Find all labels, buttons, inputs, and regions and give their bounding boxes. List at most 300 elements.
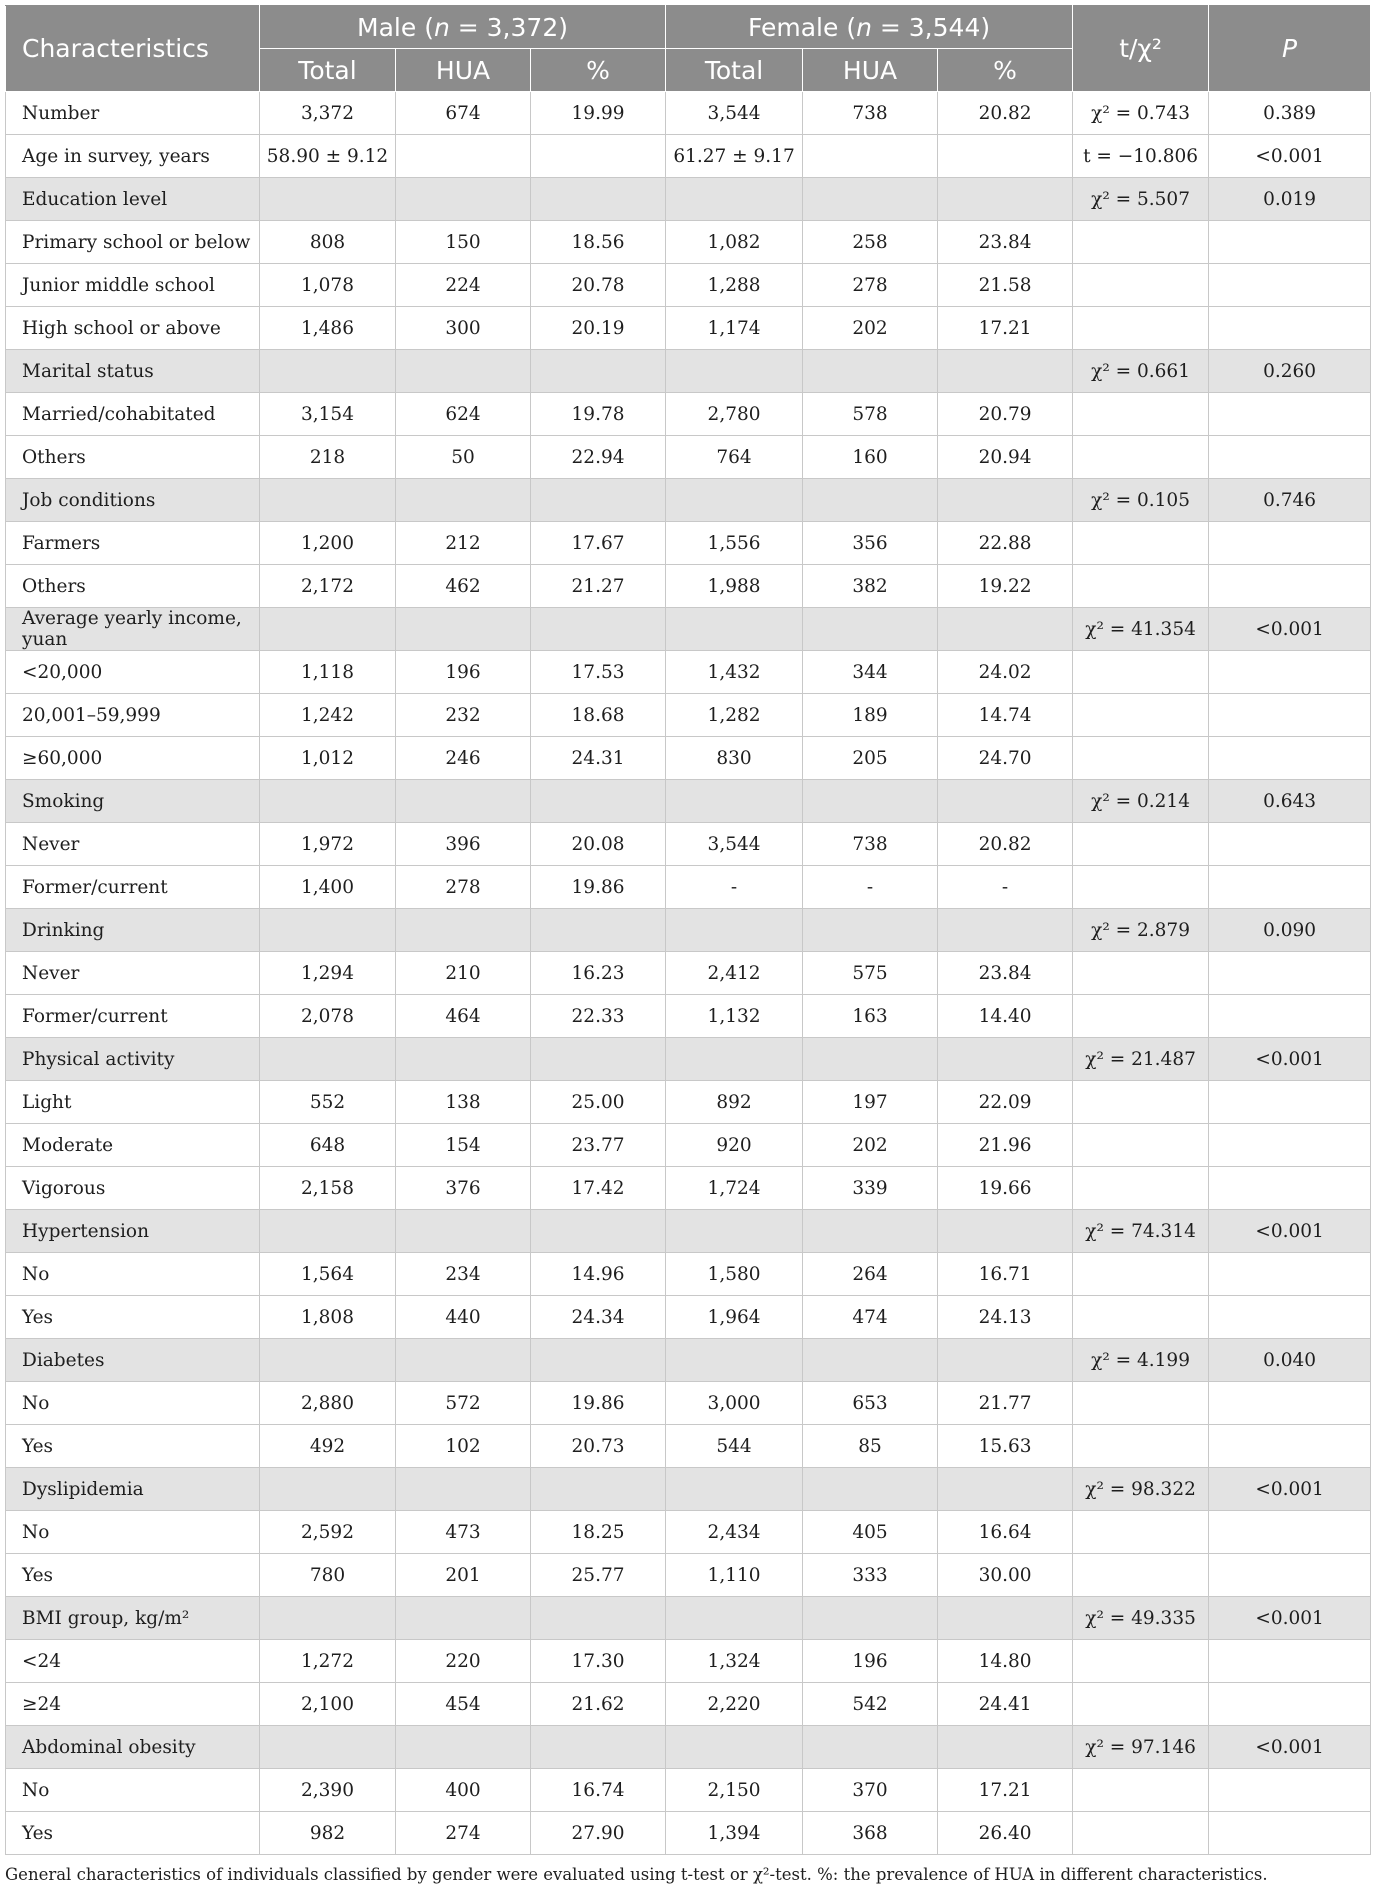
table-row [6, 393, 1371, 436]
cell-male-total: 808 [260, 221, 396, 264]
table-row [6, 1812, 1371, 1855]
cell-male-total: 3,372 [260, 92, 396, 135]
cell-statistic: χ² = 97.146 [1073, 1726, 1209, 1769]
cell-female-hua: 197 [803, 1081, 938, 1124]
cell-male-pct: 17.42 [531, 1167, 666, 1210]
cell-p-value: 0.019 [1209, 178, 1371, 221]
table-row [6, 1296, 1371, 1339]
cell-female-pct: 16.64 [938, 1511, 1073, 1554]
cell-p-value [1209, 1081, 1371, 1124]
category-row [6, 1038, 1371, 1081]
cell-female-pct: - [938, 866, 1073, 909]
cell-male-hua: 300 [396, 307, 531, 350]
cell-female-total: 3,544 [666, 823, 803, 866]
cell-p-value: <0.001 [1209, 1038, 1371, 1081]
cell-female-hua [803, 178, 938, 221]
cell-p-value [1209, 221, 1371, 264]
row-label: Married/cohabitated [6, 393, 260, 436]
cell-p-value [1209, 1511, 1371, 1554]
cell-p-value: 0.643 [1209, 780, 1371, 823]
characteristics-table [5, 5, 1371, 1855]
cell-p-value: <0.001 [1209, 1468, 1371, 1511]
cell-female-total: 3,544 [666, 92, 803, 135]
cell-female-hua [803, 1468, 938, 1511]
cell-female-pct [938, 178, 1073, 221]
cell-male-pct: 22.33 [531, 995, 666, 1038]
cell-male-total: 648 [260, 1124, 396, 1167]
cell-statistic: t = −10.806 [1073, 135, 1209, 178]
row-label: Vigorous [6, 1167, 260, 1210]
cell-p-value: 0.040 [1209, 1339, 1371, 1382]
cell-male-hua: 196 [396, 651, 531, 694]
row-label: Number [6, 92, 260, 135]
row-label: Yes [6, 1425, 260, 1468]
cell-female-hua: 196 [803, 1640, 938, 1683]
cell-p-value: <0.001 [1209, 608, 1371, 651]
cell-male-pct: 19.78 [531, 393, 666, 436]
row-label: No [6, 1382, 260, 1425]
row-label: Never [6, 952, 260, 995]
cell-female-hua: 578 [803, 393, 938, 436]
cell-female-pct: 21.58 [938, 264, 1073, 307]
cell-male-hua: 400 [396, 1769, 531, 1812]
cell-statistic [1073, 1554, 1209, 1597]
cell-female-pct: 15.63 [938, 1425, 1073, 1468]
cell-female-hua: 738 [803, 823, 938, 866]
cell-female-hua: 189 [803, 694, 938, 737]
cell-male-pct: 20.08 [531, 823, 666, 866]
cell-male-pct: 23.77 [531, 1124, 666, 1167]
cell-p-value [1209, 866, 1371, 909]
cell-statistic [1073, 1124, 1209, 1167]
cell-male-total: 1,012 [260, 737, 396, 780]
cell-male-hua: 50 [396, 436, 531, 479]
table-row [6, 1683, 1371, 1726]
cell-female-hua: 382 [803, 565, 938, 608]
table-row [6, 436, 1371, 479]
cell-male-pct [531, 1210, 666, 1253]
cell-statistic [1073, 565, 1209, 608]
cell-p-value [1209, 1124, 1371, 1167]
cell-male-hua [396, 350, 531, 393]
cell-female-pct: 17.21 [938, 1769, 1073, 1812]
cell-male-total: 1,272 [260, 1640, 396, 1683]
cell-statistic [1073, 1769, 1209, 1812]
row-label: BMI group, kg/m² [6, 1597, 260, 1640]
cell-statistic [1073, 436, 1209, 479]
cell-male-hua [396, 135, 531, 178]
cell-male-pct: 24.31 [531, 737, 666, 780]
cell-female-pct: 24.13 [938, 1296, 1073, 1339]
cell-p-value: <0.001 [1209, 1597, 1371, 1640]
cell-statistic: χ² = 0.661 [1073, 350, 1209, 393]
cell-female-total: 2,220 [666, 1683, 803, 1726]
row-label: Yes [6, 1812, 260, 1855]
header-row-groups [6, 6, 1371, 49]
cell-female-total: 1,556 [666, 522, 803, 565]
table-row [6, 1382, 1371, 1425]
header-female-total: Total [666, 49, 803, 92]
cell-male-total: 2,172 [260, 565, 396, 608]
cell-male-pct: 25.77 [531, 1554, 666, 1597]
table-row [6, 995, 1371, 1038]
cell-male-pct [531, 479, 666, 522]
cell-male-pct [531, 780, 666, 823]
cell-male-pct [531, 909, 666, 952]
category-row [6, 780, 1371, 823]
cell-male-pct: 21.27 [531, 565, 666, 608]
cell-male-pct [531, 1597, 666, 1640]
cell-female-pct: 24.02 [938, 651, 1073, 694]
cell-female-hua [803, 1339, 938, 1382]
cell-male-pct: 16.74 [531, 1769, 666, 1812]
cell-male-pct: 21.62 [531, 1683, 666, 1726]
row-label: Abdominal obesity [6, 1726, 260, 1769]
cell-male-total [260, 350, 396, 393]
cell-male-hua [396, 1038, 531, 1081]
cell-female-total: 544 [666, 1425, 803, 1468]
cell-p-value [1209, 1683, 1371, 1726]
cell-female-total: 830 [666, 737, 803, 780]
cell-statistic [1073, 1511, 1209, 1554]
row-label: ≥60,000 [6, 737, 260, 780]
cell-p-value [1209, 565, 1371, 608]
header-male: Male (n = 3,372) [260, 6, 666, 49]
cell-female-hua: 202 [803, 1124, 938, 1167]
cell-statistic [1073, 1296, 1209, 1339]
row-label: Former/current [6, 866, 260, 909]
category-row [6, 1468, 1371, 1511]
cell-statistic: χ² = 0.214 [1073, 780, 1209, 823]
cell-female-pct: 17.21 [938, 307, 1073, 350]
cell-p-value: 0.746 [1209, 479, 1371, 522]
cell-male-hua: 674 [396, 92, 531, 135]
cell-male-total: 1,118 [260, 651, 396, 694]
cell-female-total: 1,724 [666, 1167, 803, 1210]
cell-p-value [1209, 952, 1371, 995]
cell-statistic: χ² = 74.314 [1073, 1210, 1209, 1253]
cell-male-hua [396, 1339, 531, 1382]
cell-statistic: χ² = 4.199 [1073, 1339, 1209, 1382]
cell-female-pct: 22.09 [938, 1081, 1073, 1124]
cell-male-pct: 20.19 [531, 307, 666, 350]
cell-male-total [260, 1597, 396, 1640]
cell-female-hua [803, 479, 938, 522]
cell-female-pct [938, 1038, 1073, 1081]
category-row [6, 1210, 1371, 1253]
row-label: High school or above [6, 307, 260, 350]
cell-female-total: 1,432 [666, 651, 803, 694]
cell-male-total: 1,400 [260, 866, 396, 909]
cell-female-hua [803, 1210, 938, 1253]
cell-male-total: 218 [260, 436, 396, 479]
row-label: Never [6, 823, 260, 866]
cell-female-pct: 23.84 [938, 221, 1073, 264]
row-label: Hypertension [6, 1210, 260, 1253]
row-label: ≥24 [6, 1683, 260, 1726]
cell-male-hua: 210 [396, 952, 531, 995]
cell-p-value [1209, 823, 1371, 866]
cell-male-pct: 20.73 [531, 1425, 666, 1468]
cell-p-value [1209, 694, 1371, 737]
cell-female-total [666, 178, 803, 221]
cell-statistic [1073, 522, 1209, 565]
cell-statistic: χ² = 98.322 [1073, 1468, 1209, 1511]
cell-female-pct: 23.84 [938, 952, 1073, 995]
cell-p-value [1209, 1382, 1371, 1425]
category-row [6, 178, 1371, 221]
cell-female-pct: 20.79 [938, 393, 1073, 436]
cell-female-hua: 258 [803, 221, 938, 264]
cell-male-total [260, 1468, 396, 1511]
row-label: Average yearly income, yuan [6, 608, 260, 651]
cell-p-value: <0.001 [1209, 1210, 1371, 1253]
table-row [6, 694, 1371, 737]
table-body [6, 92, 1371, 1855]
cell-male-total: 58.90 ± 9.12 [260, 135, 396, 178]
cell-male-total: 1,294 [260, 952, 396, 995]
row-label: Junior middle school [6, 264, 260, 307]
cell-male-hua: 234 [396, 1253, 531, 1296]
row-label: Job conditions [6, 479, 260, 522]
cell-male-hua [396, 1468, 531, 1511]
cell-female-hua [803, 1597, 938, 1640]
row-label: Farmers [6, 522, 260, 565]
cell-male-hua: 624 [396, 393, 531, 436]
cell-male-pct: 16.23 [531, 952, 666, 995]
cell-female-total [666, 1210, 803, 1253]
cell-male-pct [531, 178, 666, 221]
cell-male-total: 1,200 [260, 522, 396, 565]
cell-female-total [666, 479, 803, 522]
cell-male-pct [531, 1726, 666, 1769]
cell-female-total: 892 [666, 1081, 803, 1124]
cell-female-pct: 14.74 [938, 694, 1073, 737]
cell-female-hua [803, 909, 938, 952]
cell-male-total [260, 1038, 396, 1081]
cell-female-total [666, 1597, 803, 1640]
cell-male-total [260, 608, 396, 651]
cell-male-total: 2,100 [260, 1683, 396, 1726]
cell-male-total: 1,972 [260, 823, 396, 866]
table-row [6, 823, 1371, 866]
cell-p-value [1209, 1167, 1371, 1210]
table-row [6, 1081, 1371, 1124]
cell-female-hua: 202 [803, 307, 938, 350]
cell-male-pct: 14.96 [531, 1253, 666, 1296]
cell-male-pct: 18.56 [531, 221, 666, 264]
cell-female-pct: 21.96 [938, 1124, 1073, 1167]
cell-male-total: 2,880 [260, 1382, 396, 1425]
cell-statistic [1073, 866, 1209, 909]
cell-p-value: 0.389 [1209, 92, 1371, 135]
cell-male-hua: 138 [396, 1081, 531, 1124]
cell-male-hua [396, 178, 531, 221]
cell-male-pct: 17.53 [531, 651, 666, 694]
cell-female-hua: 542 [803, 1683, 938, 1726]
cell-female-hua: 575 [803, 952, 938, 995]
cell-male-hua: 232 [396, 694, 531, 737]
cell-female-total: 61.27 ± 9.17 [666, 135, 803, 178]
cell-statistic [1073, 1382, 1209, 1425]
cell-male-pct [531, 1468, 666, 1511]
row-label: No [6, 1511, 260, 1554]
cell-female-total: 1,174 [666, 307, 803, 350]
cell-female-pct: 20.82 [938, 823, 1073, 866]
cell-statistic: χ² = 0.743 [1073, 92, 1209, 135]
cell-p-value [1209, 436, 1371, 479]
table-row [6, 737, 1371, 780]
cell-female-hua: 405 [803, 1511, 938, 1554]
cell-female-hua: 344 [803, 651, 938, 694]
cell-male-total: 780 [260, 1554, 396, 1597]
header-male-hua: HUA [396, 49, 531, 92]
cell-female-hua: 474 [803, 1296, 938, 1339]
cell-p-value: 0.260 [1209, 350, 1371, 393]
cell-female-total: 1,580 [666, 1253, 803, 1296]
cell-female-pct: 22.88 [938, 522, 1073, 565]
cell-statistic [1073, 1167, 1209, 1210]
category-row [6, 1597, 1371, 1640]
cell-female-total: 1,282 [666, 694, 803, 737]
cell-male-total: 552 [260, 1081, 396, 1124]
cell-female-pct [938, 909, 1073, 952]
cell-female-hua [803, 350, 938, 393]
cell-female-hua: 339 [803, 1167, 938, 1210]
cell-p-value [1209, 307, 1371, 350]
cell-statistic [1073, 952, 1209, 995]
cell-female-hua: 356 [803, 522, 938, 565]
row-label: Moderate [6, 1124, 260, 1167]
cell-female-total: 1,082 [666, 221, 803, 264]
cell-female-hua: 163 [803, 995, 938, 1038]
cell-female-total: - [666, 866, 803, 909]
cell-female-pct [938, 1597, 1073, 1640]
cell-male-total [260, 1339, 396, 1382]
header-characteristics: Characteristics [6, 6, 260, 92]
row-label: Yes [6, 1554, 260, 1597]
cell-male-hua: 454 [396, 1683, 531, 1726]
cell-statistic [1073, 823, 1209, 866]
row-label: Others [6, 565, 260, 608]
cell-male-hua: 201 [396, 1554, 531, 1597]
cell-female-total: 2,412 [666, 952, 803, 995]
cell-male-pct: 27.90 [531, 1812, 666, 1855]
cell-statistic [1073, 1683, 1209, 1726]
cell-male-hua: 154 [396, 1124, 531, 1167]
row-label: Light [6, 1081, 260, 1124]
cell-statistic: χ² = 21.487 [1073, 1038, 1209, 1081]
cell-female-hua: 370 [803, 1769, 938, 1812]
cell-female-pct: 14.80 [938, 1640, 1073, 1683]
cell-male-hua [396, 780, 531, 823]
cell-female-hua [803, 608, 938, 651]
table-row [6, 952, 1371, 995]
cell-male-hua [396, 1597, 531, 1640]
table-row [6, 651, 1371, 694]
cell-p-value: <0.001 [1209, 1726, 1371, 1769]
cell-female-hua: 368 [803, 1812, 938, 1855]
cell-female-pct [938, 1726, 1073, 1769]
cell-statistic [1073, 1253, 1209, 1296]
cell-female-pct: 30.00 [938, 1554, 1073, 1597]
cell-male-total: 2,078 [260, 995, 396, 1038]
header-male-pct: % [531, 49, 666, 92]
cell-statistic [1073, 651, 1209, 694]
cell-male-total [260, 178, 396, 221]
row-label: Others [6, 436, 260, 479]
table-row [6, 1554, 1371, 1597]
cell-male-hua: 376 [396, 1167, 531, 1210]
row-label: Education level [6, 178, 260, 221]
cell-statistic [1073, 393, 1209, 436]
cell-p-value [1209, 995, 1371, 1038]
cell-female-pct [938, 1210, 1073, 1253]
category-row [6, 479, 1371, 522]
row-label: <20,000 [6, 651, 260, 694]
cell-female-hua: 278 [803, 264, 938, 307]
cell-female-total [666, 909, 803, 952]
cell-female-pct [938, 1468, 1073, 1511]
table-row [6, 1769, 1371, 1812]
cell-female-hua: 85 [803, 1425, 938, 1468]
cell-male-total: 2,592 [260, 1511, 396, 1554]
header-female-pct: % [938, 49, 1073, 92]
cell-female-hua: 333 [803, 1554, 938, 1597]
cell-female-pct: 16.71 [938, 1253, 1073, 1296]
table-footnote: General characteristics of individuals classified by gender were evaluated using t-test or χ²-test. %: the prevalence of HUA in different characteristics. [5, 1865, 1268, 1884]
cell-female-total: 920 [666, 1124, 803, 1167]
cell-p-value [1209, 522, 1371, 565]
cell-female-total: 3,000 [666, 1382, 803, 1425]
cell-male-hua [396, 608, 531, 651]
category-row [6, 1726, 1371, 1769]
table-row [6, 1253, 1371, 1296]
row-label: Physical activity [6, 1038, 260, 1081]
row-label: Former/current [6, 995, 260, 1038]
cell-p-value [1209, 264, 1371, 307]
cell-male-hua: 274 [396, 1812, 531, 1855]
row-label: 20,001–59,999 [6, 694, 260, 737]
cell-male-hua: 440 [396, 1296, 531, 1339]
cell-p-value [1209, 1253, 1371, 1296]
row-label: Smoking [6, 780, 260, 823]
cell-female-total: 1,132 [666, 995, 803, 1038]
cell-male-total [260, 780, 396, 823]
cell-male-total [260, 1210, 396, 1253]
cell-male-pct: 22.94 [531, 436, 666, 479]
cell-female-hua [803, 1038, 938, 1081]
cell-female-pct: 19.66 [938, 1167, 1073, 1210]
cell-male-pct [531, 135, 666, 178]
cell-p-value [1209, 1296, 1371, 1339]
cell-female-pct: 19.22 [938, 565, 1073, 608]
cell-statistic [1073, 1425, 1209, 1468]
cell-male-pct: 17.30 [531, 1640, 666, 1683]
table-row [6, 565, 1371, 608]
cell-female-pct [938, 135, 1073, 178]
cell-p-value: <0.001 [1209, 135, 1371, 178]
cell-male-hua: 572 [396, 1382, 531, 1425]
cell-male-total: 1,242 [260, 694, 396, 737]
row-label: <24 [6, 1640, 260, 1683]
cell-female-pct: 26.40 [938, 1812, 1073, 1855]
table-row [6, 1124, 1371, 1167]
cell-female-pct [938, 608, 1073, 651]
row-label: Age in survey, years [6, 135, 260, 178]
row-label: Diabetes [6, 1339, 260, 1382]
cell-male-total: 3,154 [260, 393, 396, 436]
